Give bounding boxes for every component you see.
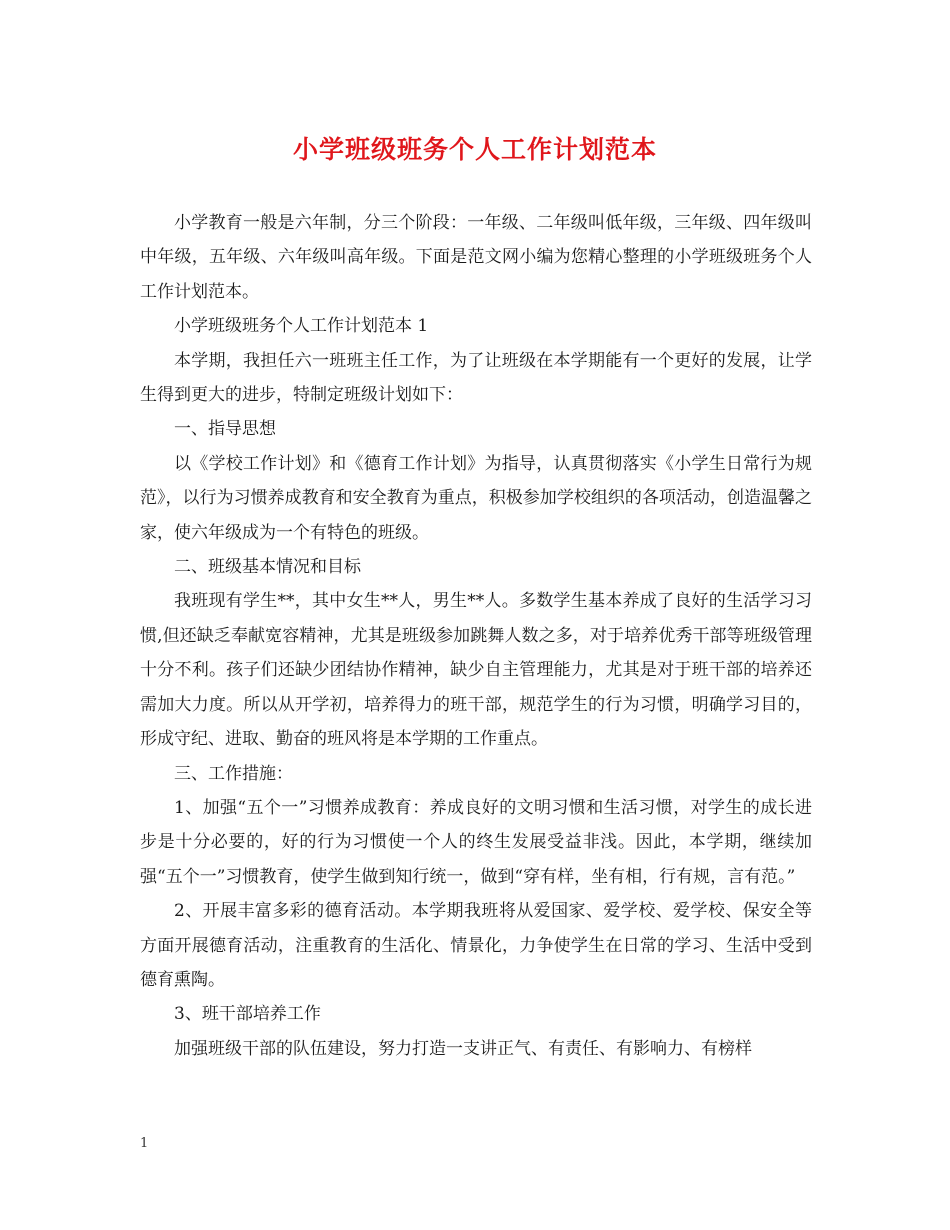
paragraph-opening: 本学期，我担任六一班班主任工作，为了让班级在本学期能有一个更好的发展，让学生得到更大的进步，特制定班级计划如下： xyxy=(140,350,812,406)
heading-measure-3: 3、班干部培养工作 xyxy=(174,1004,321,1025)
heading-guiding-ideology: 一、指导思想 xyxy=(174,419,276,440)
intro-paragraph: 小学教育一般是六年制，分三个阶段：一年级、二年级叫低年级，三年级、四年级叫中年级，五年级、六年级叫高年级。下面是范文网小编为您精心整理的小学班级班务个人工作计划范本。 xyxy=(140,213,812,302)
section-heading-sample-1: 小学班级班务个人工作计划范本 1 xyxy=(174,316,429,337)
paragraph-measure-3: 加强班级干部的队伍建设，努力打造一支讲正气、有责任、有影响力、有榜样 xyxy=(174,1038,752,1059)
heading-work-measures: 三、工作措施： xyxy=(174,763,293,784)
page-number: 1 xyxy=(140,1136,149,1151)
heading-class-situation: 二、班级基本情况和目标 xyxy=(174,557,361,578)
paragraph-measure-1: 1、加强“五个一”习惯养成教育：养成良好的文明习惯和生活习惯，对学生的成长进步是十分必要的，好的行为习惯使一个人的终生发展受益非浅。因此，本学期，继续加强“五个一”习惯教育，使学生做到知行统一，做到“穿有样，坐有相，行有规，言有范。” xyxy=(140,797,812,887)
paragraph-measure-2: 2、开展丰富多彩的德育活动。本学期我班将从爱国家、爱学校、爱学校、保安全等方面开展德育活动，注重教育的生活化、情景化，力争使学生在日常的学习、生活中受到德育熏陶。 xyxy=(140,901,812,990)
paragraph-class-situation: 我班现有学生**，其中女生**人，男生**人。多数学生基本养成了良好的生活学习习惯,但还缺乏奉献宽容精神，尤其是班级参加跳舞人数之多，对于培养优秀干部等班级管理十分不利。孩子们还缺少团结协作精神，缺少自主管理能力，尤其是对于班干部的培养还需加大力度。所以从开学初，培养得力的班干部，规范学生的行为习惯，明确学习目的，形成守纪、进取、勤奋的班风将是本学期的工作重点。 xyxy=(140,591,812,750)
paragraph-guiding-ideology: 以《学校工作计划》和《德育工作计划》为指导，认真贯彻落实《小学生日常行为规范》，以行为习惯养成教育和安全教育为重点，积极参加学校组织的各项活动，创造温馨之家，使六年级成为一个有特色的班级。 xyxy=(140,453,812,543)
document-title: 小学班级班务个人工作计划范本 xyxy=(292,135,657,164)
document-body xyxy=(140,206,812,1066)
